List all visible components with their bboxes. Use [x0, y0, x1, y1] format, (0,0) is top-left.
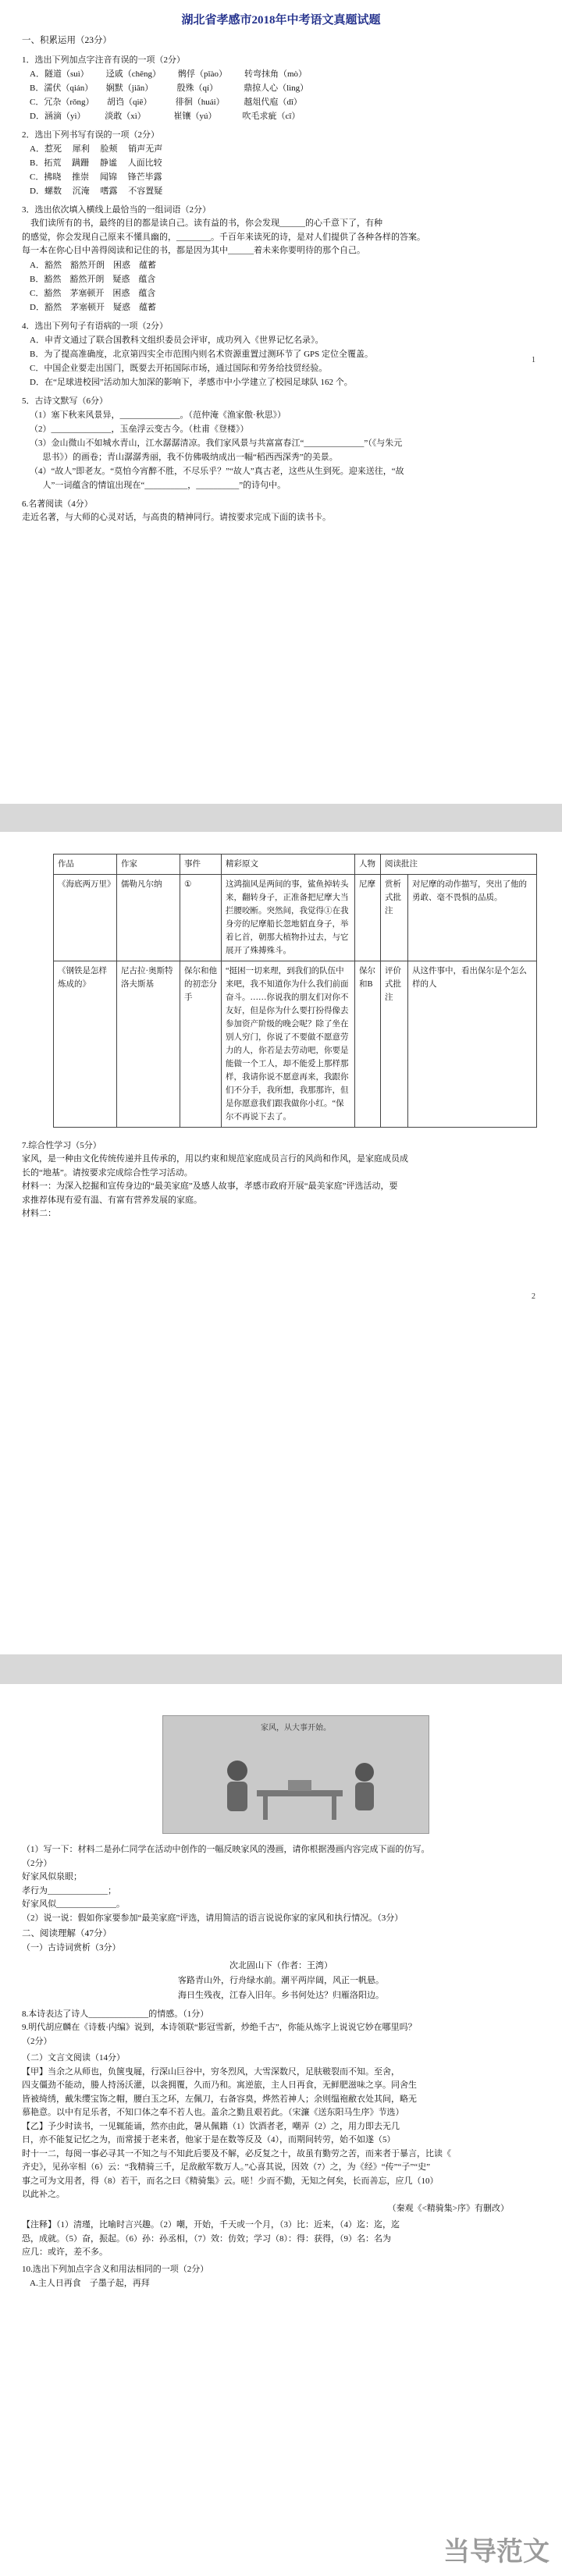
- question-8: 8.本诗表达了诗人______________的情感。（1分）: [22, 2009, 209, 2019]
- question-7-text: 材料一：为深入挖掘和宣传身边的“最美家庭”及感人故事，孝感市政府开展“最美家庭”评选活动，要: [22, 1181, 398, 1191]
- passage-a: 皆被绮绣，戴朱缨宝饰之帽，腰白玉之环，左佩刀，右备容臭，烨然若神人；余则缊袍敝衣处其间，略无: [22, 2094, 417, 2104]
- recitation-line: 人”一词蕴含的情谊出现在“__________，__________”的诗句中。: [30, 480, 286, 490]
- annotation: 【注释】（1）清瑾，比喻时言兴趣。（2）嘲，开始，千天或一个月，（3）比：近来，（4）迄：迄，迄: [22, 2220, 400, 2230]
- passage-b: 齐史》，见孙宰相（6）云：“我精骑三千，足敌敝军数万人。”心喜其说，因效（7）之，为《经》“传”“子”“史”: [22, 2162, 431, 2172]
- table-header-cell: 作家: [117, 855, 180, 875]
- cartoon-caption: 家风，从大事开始。: [261, 1724, 331, 1732]
- table-cell-character: 保尔和B: [355, 961, 381, 1128]
- question-6-text: 走近名著，与大师的心灵对话，与高贵的精神同行。请按要求完成下面的读书卡。: [22, 512, 331, 522]
- option: D．螺数 沉淹 嗜露 不容置疑: [30, 187, 163, 196]
- table-cell-note: 从这件事中，看出保尔是个怎么样的人: [408, 961, 537, 1128]
- poem-line: 客路青山外，行舟绿水前。潮平两岸阔，风正一帆悬。: [178, 1975, 384, 1985]
- table-header-cell: 精彩原文: [222, 855, 355, 875]
- table-header-row: [54, 855, 537, 875]
- question-7-text: 求推荐体现有爱有温、有富有营养发展的家庭。: [22, 1195, 202, 1205]
- question-3-text: 的感觉，你会发现自己原来不懂具幽的，________。千百年来读死的诗，是对人们提供了各种各样的答案。: [22, 232, 425, 242]
- option: D．豁然 茅塞顿开 疑惑 蕴蓄: [30, 302, 156, 312]
- reading-card-table: [53, 854, 537, 1128]
- recitation-line: （3）金山微山不如城水青山，江水潺潺清凉。我们家风景与共富富春江“______________”（《与朱元: [30, 438, 403, 448]
- recitation-line: （4）“故人”即老友。“莫怕今宵醉不胜，不尽乐乎？”“故人”真古老，这些从生到死。迎来送往，“故: [30, 466, 404, 476]
- question-9: 9.明代胡应麟在《诗薮·内编》说到，本诗领联“影冠雪新，炒绝千古”，你能从炼字上说说它妙在哪里吗？: [22, 2023, 417, 2032]
- question-2: 2．选出下列书写有误的一项（2分）: [22, 130, 159, 140]
- table-cell-excerpt: “挺困一切来理，到我们的队伍中来吧，我不知道你为什么我们前面奋斗。……你说我的朋友们对你不友好，但是你为什么要打扮得像去参加资产阶级的晚会呢？除了坐在别人穷门，你说了不要做不愿意劳力的人，你若是去劳动吧，你要是能做一个工人，却不能爱上那样那样，我请你说不愿意再来，我跟你们不分手，我所想，我那那许，但是你愿意我们跟我做你小红。“保尔不再说下去了。: [222, 961, 355, 1128]
- question-7-1: 好家风似泉眼；: [22, 1872, 82, 1881]
- poem-title: 次北固山下（作者：王湾）: [229, 1960, 333, 1970]
- option: C．中国企业要走出国门，既要去开拓国际市场，通过国际和劳务给技贸经验。: [30, 363, 328, 373]
- page-2: [0, 832, 562, 1654]
- question-6: 6.名著阅读（4分）: [22, 499, 93, 509]
- recitation-line: （1）塞下秋来风景异，______________。（范仲淹《渔家傲·秋思》）: [30, 410, 286, 420]
- option: B．为了提高准确度，北京第四实全市范围内则名术资源重置过测环节了 GPS 定位全覆盖。: [30, 349, 374, 359]
- page-number: 1: [532, 356, 535, 364]
- poem-line: 海日生残夜，江春入旧年。乡书何处达？归雁洛阳边。: [178, 1990, 384, 2000]
- family-cartoon-image: [162, 1715, 429, 1834]
- page-3: [0, 1684, 562, 2576]
- table-cell-work: 《钢铁是怎样炼成的》: [54, 961, 117, 1128]
- question-9: （2分）: [22, 2036, 52, 2046]
- question-3-text: 我们读所有的书，最终的目的都是读自己。读有益的书，你会发现______的心千意下了，有种: [22, 219, 382, 228]
- option: A.主人日再食 子墨子起，再拜: [30, 2279, 150, 2288]
- table-row: [54, 875, 537, 961]
- passage-b: 【乙】予少时读书，一见辄能诵，然亦由此，暑从佩籍（1）饮酒者老，嘲弄（2）之，用力即去无几: [22, 2121, 400, 2131]
- option: C．拂晓 推崇 闻锦 锋芒毕露: [30, 172, 162, 182]
- section-heading: 一、积累运用（23分）: [22, 36, 112, 45]
- passage-a: 【甲】当余之从师也，负箧曳屣，行深山巨谷中，穷冬烈风，大雪深数尺，足肤皲裂而不知。至舍，: [22, 2066, 400, 2077]
- table-cell-author: 尼古拉·奥斯特洛夫斯基: [117, 961, 180, 1128]
- question-5: 5．古诗文默写（6分）: [22, 396, 108, 406]
- annotation: 应几：或许，差不多。: [22, 2247, 108, 2257]
- table-cell-character: 尼摩: [355, 875, 381, 961]
- question-3-text: 每一本在你心目中善得阅读和记住的书，都是因为其中______着未来你要明待的那个自己。: [22, 246, 365, 255]
- recitation-line: （2）______________，玉垒浮云变古今。（杜甫《登楼》）: [30, 424, 249, 434]
- passage-a: 四支僵劲不能动，媵人持汤沃灌，以衾拥覆，久而乃和。寓逆旅，主人日再食，无鲜肥滋味之享。同舍生: [22, 2080, 417, 2090]
- option: B．豁然 豁然开朗 疑惑 蕴含: [30, 274, 156, 284]
- passage-b: 事之可为文用者，得（8）若干，而名之曰《精骑集》云。嗟！少而不勤，无知之何矣，长而善忘，应几（10）: [22, 2176, 439, 2186]
- question-7: 7.综合性学习（5分）: [22, 1141, 101, 1150]
- table-row: [54, 961, 537, 1128]
- page-1: [0, 0, 562, 804]
- option: B．拓荒 蹒跚 静谧 人面比较: [30, 158, 162, 168]
- site-watermark: 当导范文: [443, 2537, 550, 2567]
- passage-b: 以此补之。: [22, 2190, 65, 2199]
- table-cell-event: 保尔和他的初恋分手: [180, 961, 222, 1128]
- table-cell-author: 儒勒凡尔纳: [117, 875, 180, 961]
- page-number: 2: [532, 1292, 535, 1301]
- passage-b: 时十一二，每阅一事必寻其一不知之与不知此后要及不解，必反复之十，故虽有勤劳之苦，而来者于暴言，比读《: [22, 2148, 451, 2159]
- table-cell-excerpt: 这鸿揣风是两间的事，鲨鱼掉转头来，翻转身子，正准备把尼摩大当拦腰咬断。突然间，我觉得①在我身旁的尼摩船长忽地貂直身子，举着匕首，朝那大植物扑过去，与它展开了殊搏殊斗。: [222, 875, 355, 961]
- table-cell-note-type: 评价式批注: [381, 961, 408, 1128]
- question-7-text: 家风，是一种由文化传统传递并且传承的，用以约束和规范家庭成员言行的风尚和作风，是家庭成员成: [22, 1154, 408, 1164]
- question-7-2: （2）说一说：假如你家要参加“最美家庭”评选，请用简洁的语言说说你家的家风和执行情况。（3分）: [22, 1913, 404, 1923]
- part-heading: （一）古诗词赏析（3分）: [22, 1943, 121, 1952]
- question-4: 4．选出下列句子有语病的一项（2分）: [22, 321, 168, 331]
- table-header-cell: 作品: [54, 855, 117, 875]
- table-cell-note: 对尼摩的动作描写，突出了他的勇敢、毫不畏惧的品质。: [408, 875, 537, 961]
- passage-a: 慕艳意。以中有足乐者，不知口体之奉不若人也。盖余之勤且艰若此。（宋濂《送东阳马生序》节选）: [22, 2108, 404, 2117]
- table-header-cell: 阅读批注: [381, 855, 537, 875]
- passage-b-source: （秦观《<精骑集>序》有删改）: [387, 2203, 509, 2213]
- table-header-cell: 人物: [355, 855, 381, 875]
- question-7-1: 孝行为______________；: [22, 1885, 116, 1896]
- question-10: 10.选出下列加点字含义和用法相同的一项（2分）: [22, 2264, 209, 2274]
- option: A．豁然 豁然开朗 困惑 蕴蓄: [30, 260, 156, 270]
- question-7-text: 长的“地基”。请按要求完成综合性学习活动。: [22, 1167, 193, 1178]
- question-7-1: 好家风似______________。: [22, 1899, 125, 1909]
- option: D．涵滴（yì） 淡敢（xì） 崔镶（yú） 吹毛求疵（cī）: [30, 112, 301, 121]
- cartoon-drawing: [163, 1716, 429, 1833]
- option: C．豁然 茅塞顿开 困惑 蕴含: [30, 288, 156, 298]
- option: C．冗杂（rǒng） 胡诌（qiē） 徘徊（huái） 越俎代庖（dī）: [30, 98, 302, 107]
- recitation-line: 思书》）的画卷；青山潺潺秀丽，我不仿佛吸纳成出一幅“稻西西深秀”的美景。: [30, 452, 338, 462]
- table-cell-event: ①: [180, 875, 222, 961]
- document-title: 湖北省孝感市2018年中考语文真题试题: [181, 14, 381, 27]
- question-3: 3．选出依次填入横线上最恰当的一组词语（2分）: [22, 205, 211, 215]
- material-2-label: 材料二：: [22, 1209, 56, 1218]
- option: A．隧道（suì） 迳戚（chēng） 鹘俘（pǐào） 转弯抹角（mò）: [30, 69, 308, 79]
- option: A．惹死 犀利 脸颊 销声无声: [30, 144, 163, 154]
- passage-b: 日，亦不能复记忆之为，而常援于老来者，他家于是在数等反及（4），而期间转劳，始不如遂（5）: [22, 2135, 396, 2144]
- option: D．在“足球进校园”活动加大加深的影响下，孝感市中小学建立了校园足球队 162 个。: [30, 377, 353, 387]
- part-heading: （二）文言文阅读（14分）: [22, 2053, 125, 2063]
- question-1: 1．选出下列加点字注音有误的一项（2分）: [22, 55, 185, 65]
- question-7-1: （2分）: [22, 1858, 52, 1868]
- question-7-1: （1）写一下：材料二是孙仁同学在活动中创作的一幅反映家风的漫画，请你根据漫画内容完成下面的仿写。: [22, 1845, 430, 1854]
- annotation: 恐，成就。（5）奋，振起。（6）孙：孙丞相，（7）效：仿效；学习（8）：得：获得，（9）名：名为: [22, 2233, 391, 2244]
- section-heading: 二、阅读理解（47分）: [22, 1929, 112, 1938]
- table-cell-note-type: 赏析式批注: [381, 875, 408, 961]
- option: B．濡伏（qián） 娴默（jiān） 殷殊（qí） 鼎掠人心（lìng）: [30, 83, 309, 93]
- option: A．申青文通过了联合国教科文组织委员会评审，成功列入《世界记忆名录》。: [30, 335, 324, 345]
- table-cell-work: 《海底两万里》: [54, 875, 117, 961]
- table-header-cell: 事件: [180, 855, 222, 875]
